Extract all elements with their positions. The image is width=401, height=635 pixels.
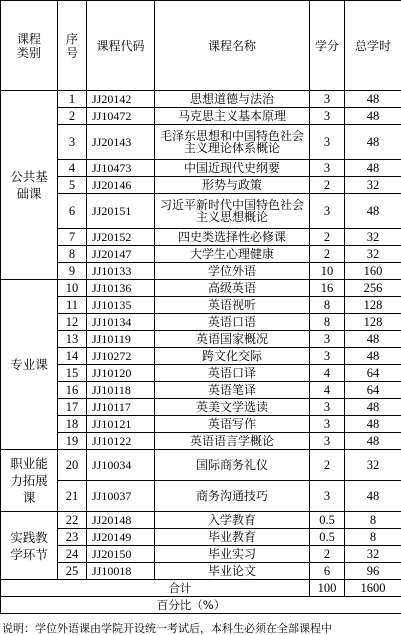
header-code: 课程代码 <box>87 1 155 91</box>
table-row <box>1 481 401 512</box>
course-name: 形势与政策 <box>155 177 310 194</box>
category-cell: 公共基础课 <box>1 91 58 280</box>
course-hours: 48 <box>345 108 401 125</box>
course-name: 毕业实习 <box>155 546 310 563</box>
header-category: 课程类别 <box>1 1 58 91</box>
header-row <box>1 1 401 91</box>
row-number: 4 <box>58 160 87 177</box>
course-code: JJ10133 <box>87 263 155 280</box>
row-number: 8 <box>58 246 87 263</box>
category-cell: 职业能力拓展课 <box>1 450 58 512</box>
course-hours: 64 <box>345 365 401 382</box>
table-row <box>1 229 401 246</box>
total-hours: 1600 <box>345 580 401 597</box>
table-row <box>1 263 401 280</box>
course-credits: 2 <box>310 450 345 481</box>
course-code: JJ10120 <box>87 365 155 382</box>
row-number: 17 <box>58 399 87 416</box>
course-hours: 48 <box>345 416 401 433</box>
course-hours: 48 <box>345 91 401 108</box>
table-row <box>1 91 401 108</box>
course-code: JJ20149 <box>87 529 155 546</box>
course-credits: 4 <box>310 365 345 382</box>
course-credits: 16 <box>310 280 345 297</box>
course-code: JJ10136 <box>87 280 155 297</box>
course-credits: 2 <box>310 246 345 263</box>
course-name: 高级英语 <box>155 280 310 297</box>
course-hours: 128 <box>345 314 401 331</box>
course-code: JJ20152 <box>87 229 155 246</box>
course-credits: 3 <box>310 125 345 160</box>
header-credits: 学分 <box>310 1 345 91</box>
row-number: 11 <box>58 297 87 314</box>
course-credits: 4 <box>310 382 345 399</box>
course-name: 跨文化交际 <box>155 348 310 365</box>
course-code: JJ20147 <box>87 246 155 263</box>
course-code: JJ20143 <box>87 125 155 160</box>
row-number: 16 <box>58 382 87 399</box>
course-hours: 96 <box>345 563 401 580</box>
course-code: JJ10272 <box>87 348 155 365</box>
course-name: 入学教育 <box>155 512 310 529</box>
course-hours: 48 <box>345 125 401 160</box>
course-name: 马克思主义基本原理 <box>155 108 310 125</box>
course-credits: 6 <box>310 563 345 580</box>
course-code: JJ20151 <box>87 194 155 229</box>
course-credits: 3 <box>310 348 345 365</box>
table-row <box>1 399 401 416</box>
course-code: JJ10134 <box>87 314 155 331</box>
course-hours: 256 <box>345 280 401 297</box>
course-code: JJ10473 <box>87 160 155 177</box>
table-row <box>1 297 401 314</box>
course-hours: 48 <box>345 481 401 512</box>
table-row <box>1 546 401 563</box>
course-credits: 2 <box>310 177 345 194</box>
course-credits: 3 <box>310 108 345 125</box>
course-hours: 48 <box>345 433 401 450</box>
table-row <box>1 433 401 450</box>
table-row <box>1 512 401 529</box>
table-row <box>1 280 401 297</box>
row-number: 19 <box>58 433 87 450</box>
category-cell: 实践教学环节 <box>1 512 58 580</box>
row-number: 20 <box>58 450 87 481</box>
row-number: 25 <box>58 563 87 580</box>
row-number: 1 <box>58 91 87 108</box>
course-hours: 48 <box>345 331 401 348</box>
table-row <box>1 365 401 382</box>
total-credits: 100 <box>310 580 345 597</box>
course-name: 英美文学选读 <box>155 399 310 416</box>
course-code: JJ10018 <box>87 563 155 580</box>
table-row <box>1 177 401 194</box>
course-name: 商务沟通技巧 <box>155 481 310 512</box>
course-name: 思想道德与法治 <box>155 91 310 108</box>
course-hours: 32 <box>345 229 401 246</box>
course-hours: 32 <box>345 546 401 563</box>
row-number: 22 <box>58 512 87 529</box>
percent-label: 百分比（%） <box>1 597 401 614</box>
table-row <box>1 108 401 125</box>
row-number: 18 <box>58 416 87 433</box>
table-row <box>1 450 401 481</box>
row-number: 7 <box>58 229 87 246</box>
course-code: JJ10121 <box>87 416 155 433</box>
course-code: JJ20146 <box>87 177 155 194</box>
table-row <box>1 331 401 348</box>
course-name: 英语笔译 <box>155 382 310 399</box>
row-number: 21 <box>58 481 87 512</box>
course-name: 英语口译 <box>155 365 310 382</box>
table-row <box>1 160 401 177</box>
course-hours: 64 <box>345 382 401 399</box>
course-hours: 48 <box>345 399 401 416</box>
course-credits: 0.5 <box>310 529 345 546</box>
course-name: 英语写作 <box>155 416 310 433</box>
course-hours: 160 <box>345 263 401 280</box>
course-name: 大学生心理健康 <box>155 246 310 263</box>
header-hours: 总学时 <box>345 1 401 91</box>
course-code: JJ10037 <box>87 481 155 512</box>
course-code: JJ20150 <box>87 546 155 563</box>
course-hours: 8 <box>345 512 401 529</box>
course-name: 四史类选择性必修课 <box>155 229 310 246</box>
course-name: 毕业论文 <box>155 563 310 580</box>
row-number: 2 <box>58 108 87 125</box>
course-hours: 128 <box>345 297 401 314</box>
course-name: 国际商务礼仪 <box>155 450 310 481</box>
row-number: 15 <box>58 365 87 382</box>
course-hours: 32 <box>345 246 401 263</box>
course-hours: 48 <box>345 194 401 229</box>
table-row <box>1 194 401 229</box>
course-name: 英语国家概况 <box>155 331 310 348</box>
course-code: JJ10119 <box>87 331 155 348</box>
course-name: 英语视听 <box>155 297 310 314</box>
footnote: 说明：学位外语课由学院开设统一考试后，本科生必须在全部课程中 <box>2 622 332 635</box>
course-credits: 2 <box>310 546 345 563</box>
course-credits: 8 <box>310 314 345 331</box>
course-hours: 48 <box>345 160 401 177</box>
course-credits: 3 <box>310 416 345 433</box>
category-cell: 专业课 <box>1 280 58 450</box>
course-credits: 3 <box>310 399 345 416</box>
course-credits: 3 <box>310 481 345 512</box>
course-credits: 2 <box>310 229 345 246</box>
course-code: JJ20148 <box>87 512 155 529</box>
course-hours: 8 <box>345 529 401 546</box>
table-row <box>1 246 401 263</box>
row-number: 14 <box>58 348 87 365</box>
course-credits: 8 <box>310 297 345 314</box>
course-name: 英语口语 <box>155 314 310 331</box>
course-name: 习近平新时代中国特色社会主义思想概论 <box>155 194 310 229</box>
course-code: JJ10117 <box>87 399 155 416</box>
course-code: JJ10034 <box>87 450 155 481</box>
course-hours: 32 <box>345 450 401 481</box>
course-credits: 0.5 <box>310 512 345 529</box>
table-row <box>1 529 401 546</box>
row-number: 3 <box>58 125 87 160</box>
course-name: 学位外语 <box>155 263 310 280</box>
row-number: 10 <box>58 280 87 297</box>
course-name: 英语语言学概论 <box>155 433 310 450</box>
course-name: 毕业教育 <box>155 529 310 546</box>
row-number: 24 <box>58 546 87 563</box>
course-credits: 3 <box>310 91 345 108</box>
percent-row <box>1 597 401 614</box>
course-credits: 3 <box>310 160 345 177</box>
course-code: JJ10472 <box>87 108 155 125</box>
total-label: 合计 <box>1 580 310 597</box>
table-row <box>1 314 401 331</box>
table-row <box>1 382 401 399</box>
total-row <box>1 580 401 597</box>
table-row <box>1 416 401 433</box>
course-credits: 3 <box>310 331 345 348</box>
course-code: JJ10118 <box>87 382 155 399</box>
course-credits: 10 <box>310 263 345 280</box>
header-number: 序号 <box>58 1 87 91</box>
course-code: JJ10122 <box>87 433 155 450</box>
course-name: 毛泽东思想和中国特色社会主义理论体系概论 <box>155 125 310 160</box>
table-row <box>1 563 401 580</box>
row-number: 23 <box>58 529 87 546</box>
course-credits: 3 <box>310 433 345 450</box>
table-row <box>1 348 401 365</box>
course-hours: 32 <box>345 177 401 194</box>
row-number: 5 <box>58 177 87 194</box>
row-number: 6 <box>58 194 87 229</box>
course-code: JJ20142 <box>87 91 155 108</box>
row-number: 9 <box>58 263 87 280</box>
header-name: 课程名称 <box>155 1 310 91</box>
row-number: 12 <box>58 314 87 331</box>
row-number: 13 <box>58 331 87 348</box>
course-hours: 48 <box>345 348 401 365</box>
table-row <box>1 125 401 160</box>
course-credits: 3 <box>310 194 345 229</box>
course-code: JJ10135 <box>87 297 155 314</box>
course-name: 中国近现代史纲要 <box>155 160 310 177</box>
